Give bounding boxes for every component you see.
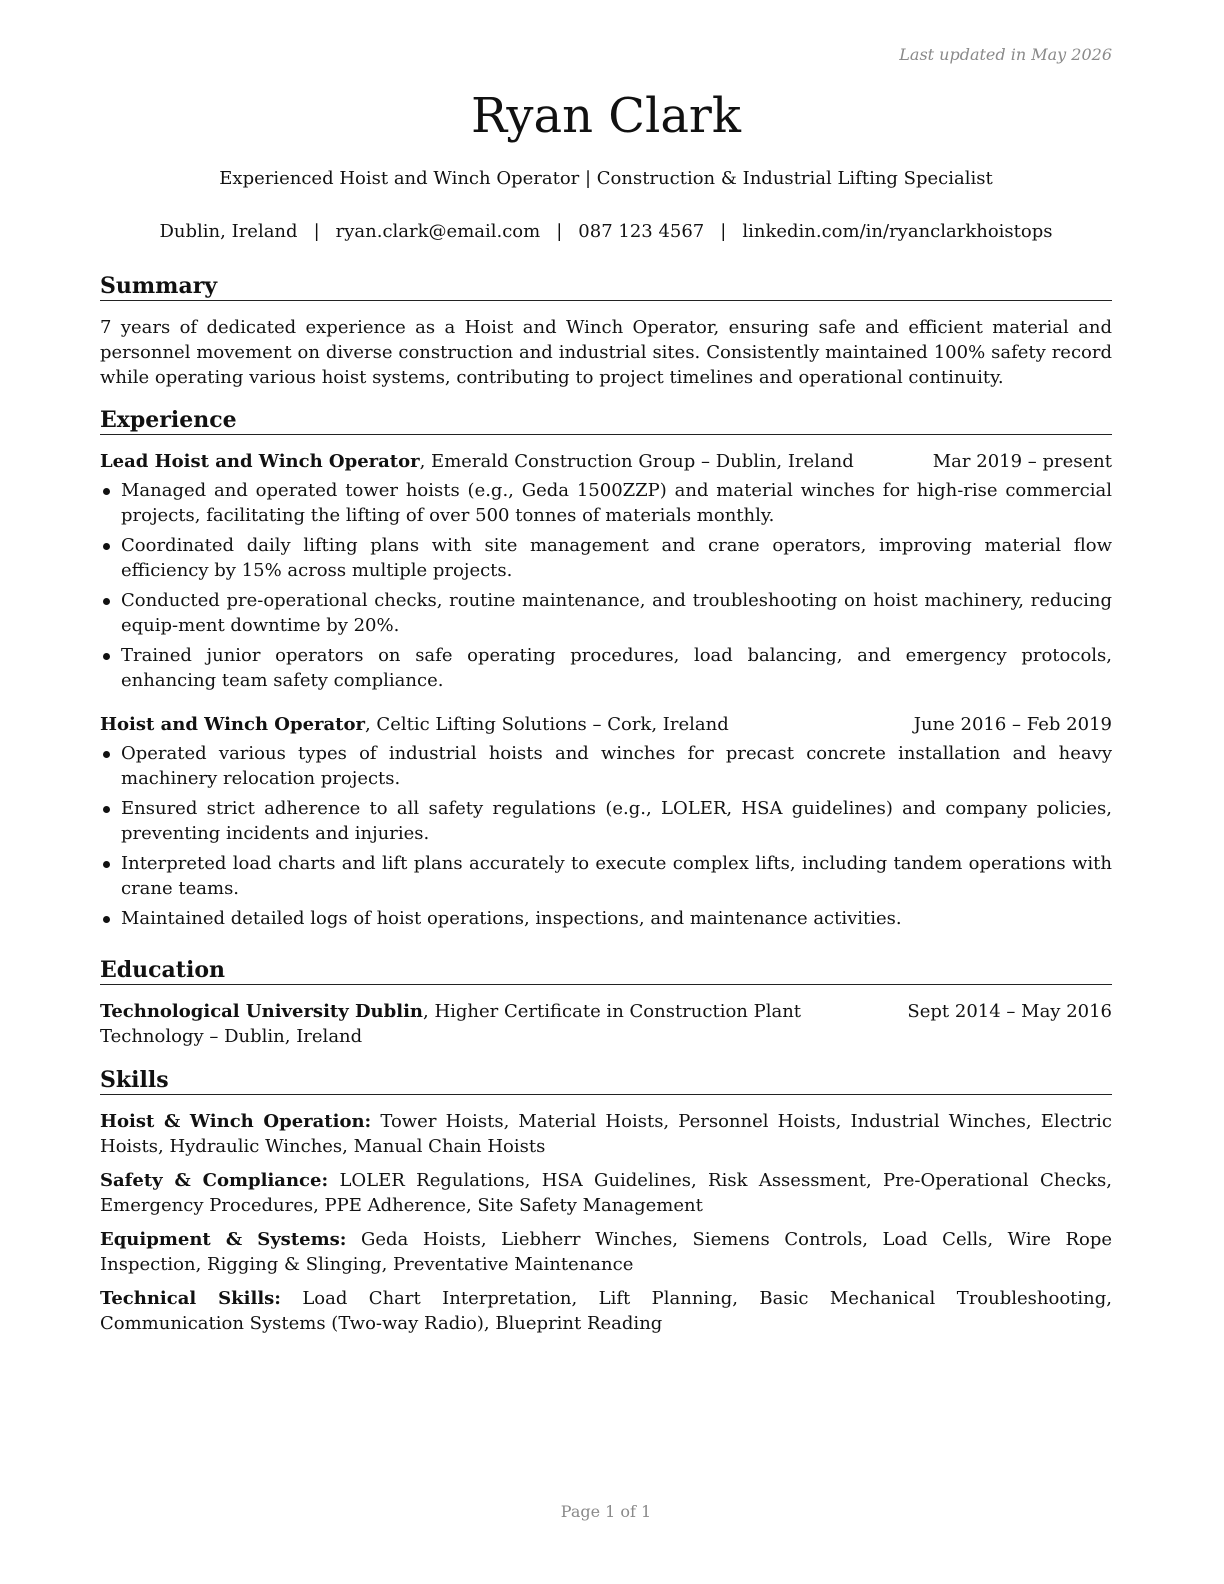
job-dates: June 2016 – Feb 2019	[913, 714, 1112, 735]
list-item: Conducted pre-operational checks, routine maintenance, and troubleshooting on hoist machinery, reducing equip-ment downtime by 20%.	[100, 588, 1112, 638]
job-role: Hoist and Winch Operator	[100, 714, 365, 735]
section-heading: Education	[100, 956, 1112, 985]
skill-text: Tower Hoists, Material Hoists, Personnel Hoists, Industrial Winches, Electric Hoists, Hydraulic Winches, Manual Chain Hoists	[100, 1111, 1113, 1157]
skill-group	[100, 1168, 1112, 1218]
job-entry	[100, 449, 1112, 693]
contact-separator: |	[720, 221, 727, 242]
skill-group	[100, 1109, 1112, 1159]
contact-email[interactable]: ryan.clark@email.com	[335, 221, 541, 242]
job-dates: Mar 2019 – present	[932, 451, 1112, 472]
summary-text: 7 years of dedicated experience as a Hoist and Winch Operator, ensuring safe and efficient material and personnel movement on diverse construction and industrial sites. Consistently maintained 100% safety record while operating various hoist systems, contributing to project timelines and operational continuity.	[100, 317, 1112, 388]
skill-group	[100, 1286, 1112, 1336]
page-number: Page 1 of 1	[560, 1502, 652, 1521]
section-heading: Skills	[100, 1066, 1112, 1095]
list-item: Operated various types of industrial hoists and winches for precast concrete installation and heavy machinery relocation projects.	[100, 741, 1112, 791]
section-heading: Experience	[100, 406, 1112, 435]
list-item: Trained junior operators on safe operating procedures, load balancing, and emergency protocols, enhancing team safety compliance.	[100, 643, 1112, 693]
job-role: Lead Hoist and Winch Operator	[100, 451, 420, 472]
contact-location: Dublin, Ireland	[159, 221, 298, 242]
job-header	[100, 712, 1112, 737]
contact-separator: |	[556, 221, 563, 242]
job-bullets	[100, 478, 1112, 693]
skill-label: Equipment & Systems:	[100, 1229, 347, 1250]
skill-text: LOLER Regulations, HSA Guidelines, Risk Assessment, Pre-Operational Checks, Emergency Procedures, PPE Adherence, Site Safety Management	[100, 1170, 1112, 1216]
job-entry	[100, 712, 1112, 931]
list-item: Ensured strict adherence to all safety regulations (e.g., LOLER, HSA guidelines) and company policies, preventing incidents and injuries.	[100, 796, 1112, 846]
contact-line	[100, 220, 1112, 244]
headline: Experienced Hoist and Winch Operator | Construction & Industrial Lifting Specialist	[219, 168, 993, 189]
job-bullets	[100, 741, 1112, 931]
skills-section	[100, 1066, 1112, 1345]
skill-text: Load Chart Interpretation, Lift Planning, Basic Mechanical Troubleshooting, Communication Systems (Two-way Radio), Blueprint Reading	[100, 1288, 1112, 1334]
job-header	[100, 449, 1112, 474]
skill-group	[100, 1227, 1112, 1277]
list-item: Interpreted load charts and lift plans accurately to execute complex lifts, including tandem operations with crane teams.	[100, 851, 1112, 901]
contact-phone: 087 123 4567	[578, 221, 705, 242]
list-item: Coordinated daily lifting plans with site management and crane operators, improving material flow efficiency by 15% across multiple projects.	[100, 533, 1112, 583]
education-school: Technological University Dublin	[100, 1001, 423, 1022]
last-updated: Last updated in May 2026	[899, 45, 1112, 64]
education-details: , Higher Certificate in Construction Plant Technology – Dublin, Ireland	[100, 1001, 802, 1047]
job-company: , Emerald Construction Group – Dublin, Ireland	[419, 451, 854, 472]
skill-label: Technical Skills:	[100, 1288, 281, 1309]
candidate-name: Ryan Clark	[471, 88, 741, 144]
education-section	[100, 956, 1112, 1049]
resume-page	[100, 0, 1112, 1584]
experience-section	[100, 406, 1112, 936]
education-dates: Sept 2014 – May 2016	[907, 1001, 1112, 1022]
contact-linkedin[interactable]: linkedin.com/in/ryanclarkhoistops	[742, 221, 1053, 242]
summary-section	[100, 272, 1112, 390]
skill-label: Safety & Compliance:	[100, 1170, 329, 1191]
list-item: Maintained detailed logs of hoist operations, inspections, and maintenance activities.	[100, 906, 1112, 931]
education-entry	[100, 999, 1112, 1049]
skill-text: Geda Hoists, Liebherr Winches, Siemens Controls, Load Cells, Wire Rope Inspection, Rigging & Slinging, Preventative Maintenance	[100, 1229, 1113, 1275]
skill-label: Hoist & Winch Operation:	[100, 1111, 372, 1132]
job-company: , Celtic Lifting Solutions – Cork, Ireland	[364, 714, 729, 735]
skills-list	[100, 1109, 1112, 1336]
contact-separator: |	[313, 221, 320, 242]
list-item: Managed and operated tower hoists (e.g., Geda 1500ZZP) and material winches for high-rise commercial projects, facilitating the lifting of over 500 tonnes of materials monthly.	[100, 478, 1112, 528]
section-heading: Summary	[100, 272, 1112, 301]
